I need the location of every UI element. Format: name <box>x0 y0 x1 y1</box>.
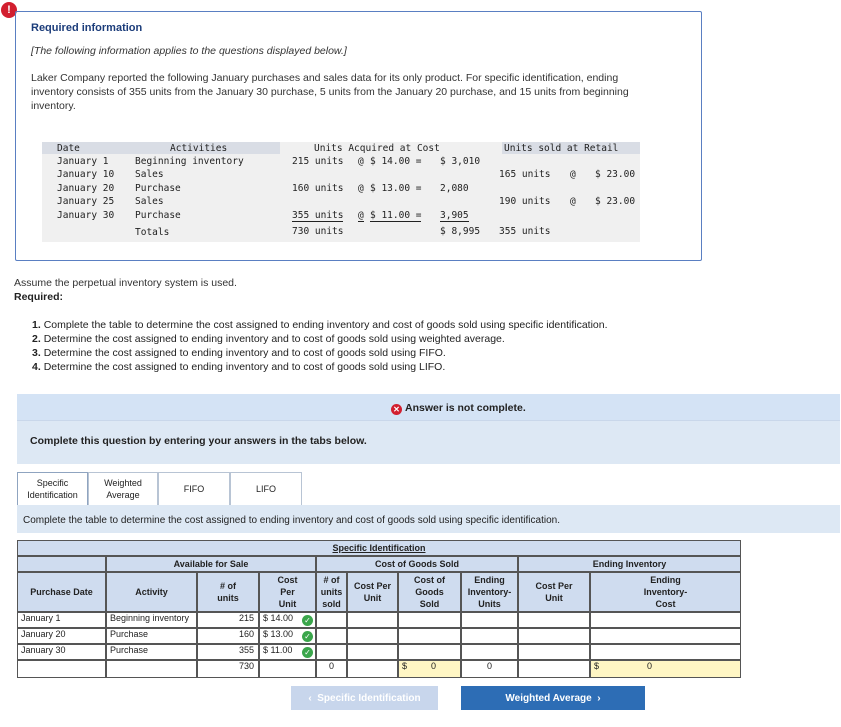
step-item <box>32 318 608 332</box>
header-text: Cost Per <box>535 581 573 591</box>
ledger-head-date: Date <box>57 143 80 154</box>
header-text: Inventory- <box>643 587 688 597</box>
ledger-totals-units: 730 units <box>292 226 344 237</box>
header-text: Per <box>280 587 295 597</box>
totals-ending-cost <box>590 660 741 678</box>
input-cogs[interactable] <box>398 644 461 660</box>
input-ending-cost[interactable] <box>590 612 741 628</box>
ledger-head-activities: Activities <box>170 143 228 154</box>
header-text: Unit <box>545 593 563 603</box>
tab-label: Specific <box>36 478 69 488</box>
ledger-totals-sold: 355 units <box>499 226 551 237</box>
tab-content-header <box>17 505 840 533</box>
totals-ending-cost-text: 0 <box>647 661 653 671</box>
input-units-sold[interactable] <box>316 628 347 644</box>
prev-tab-button[interactable] <box>291 686 438 710</box>
answer-status <box>391 402 526 415</box>
header-text: Ending <box>650 575 681 585</box>
tab-weighted-average[interactable] <box>88 472 158 505</box>
totals-blank <box>17 660 106 678</box>
step-number: 4. <box>32 361 41 373</box>
ledger-date: January 25 <box>57 196 115 208</box>
header-text: Inventory- <box>467 587 512 597</box>
group-ending <box>518 556 741 572</box>
ledger-date: January 30 <box>57 209 115 221</box>
header-text: Cost of Goods Sold <box>375 559 459 569</box>
row-date-text: January 1 <box>21 613 61 623</box>
info-paragraph: Laker Company reported the following January purchases and sales data for its only product. For specific identification, ending inventory consists of 355 units from the January 30 purchase, 5 units from the January 20 purchase, and 15 units from beginning inventory. <box>31 72 629 112</box>
tab-label: Weighted <box>104 478 142 488</box>
col-purchase-date <box>17 572 106 612</box>
col-cogs-cost-per-unit <box>347 572 398 612</box>
row-cost-text: $ 14.00 <box>263 613 294 623</box>
input-ending-cost-per-unit[interactable] <box>518 644 590 660</box>
ledger-at: @ <box>358 209 364 221</box>
tab-specific-identification[interactable] <box>17 472 88 505</box>
col-units <box>197 572 259 612</box>
step-text: Complete the table to determine the cost assigned to ending inventory and cost of goods sold using specific identification. <box>43 319 608 331</box>
assumption-text: Assume the perpetual inventory system is used. <box>14 277 237 289</box>
ledger-sold-price: $ 23.00 <box>595 169 636 181</box>
row-cost-text: $ 13.00 <box>263 629 294 639</box>
row-activity <box>106 644 197 660</box>
required-label: Required: <box>14 291 64 303</box>
col-ending-cost <box>590 572 741 612</box>
step-number: 3. <box>32 347 41 359</box>
ledger-at: @ <box>358 156 364 167</box>
input-ending-units[interactable] <box>461 628 518 644</box>
step-number: 1. <box>32 319 41 331</box>
header-text: Cost of <box>414 575 445 585</box>
header-text: Cost Per <box>353 581 391 591</box>
ledger-activity: Sales <box>135 196 164 208</box>
tab-fifo[interactable] <box>158 472 230 505</box>
header-text: units <box>320 587 343 597</box>
tab-label: FIFO <box>183 484 205 494</box>
next-tab-label: Weighted Average <box>505 692 592 704</box>
answer-status-strip <box>17 394 840 421</box>
header-text: Unit <box>363 593 382 603</box>
ledger-acq-cost: $ 14.00 = <box>370 156 422 167</box>
grid-title-text: Specific Identification <box>332 543 426 553</box>
alert-icon: ! <box>1 2 17 18</box>
ledger-acq-units: 215 units <box>292 156 344 167</box>
ledger-activity: Beginning inventory <box>135 156 244 167</box>
row-units-text: 215 <box>238 613 254 623</box>
ledger-head-acquired: Units Acquired at Cost <box>314 143 440 154</box>
header-text: Purchase Date <box>30 587 93 597</box>
input-ending-cost-per-unit[interactable] <box>518 612 590 628</box>
tab-label: Average <box>106 490 140 500</box>
header-text: Available for Sale <box>173 559 249 569</box>
dollar-sign: $ <box>594 661 600 671</box>
ledger-acq-cost: $ 13.00 = <box>370 182 422 194</box>
ledger-activity: Sales <box>135 169 164 181</box>
dollar-sign: $ <box>402 661 408 671</box>
chevron-left-icon: ‹ <box>308 692 318 704</box>
totals-units <box>197 660 259 678</box>
totals-blank <box>106 660 197 678</box>
group-cogs <box>316 556 518 572</box>
input-ending-cost-per-unit[interactable] <box>518 628 590 644</box>
header-text: # of <box>219 581 236 591</box>
row-units-text: 160 <box>238 629 254 639</box>
header-text: Units <box>478 599 501 609</box>
ledger-head-sold: Units sold at Retail <box>504 143 619 154</box>
specific-identification-grid <box>17 540 741 678</box>
header-text: Goods <box>415 587 444 597</box>
error-x-icon: ✕ <box>391 404 402 415</box>
row-activity <box>106 628 197 644</box>
ledger-acq-total: 3,905 <box>440 209 469 221</box>
header-text: Sold <box>419 599 440 609</box>
check-icon: ✓ <box>302 647 313 658</box>
ledger-date: January 20 <box>57 182 115 194</box>
step-text: Determine the cost assigned to ending inventory and to cost of goods sold using LIFO. <box>43 361 446 373</box>
totals-sold <box>316 660 347 678</box>
row-cost-text: $ 11.00 <box>263 645 293 655</box>
input-ending-cost[interactable] <box>590 628 741 644</box>
ledger-at: @ <box>358 182 364 194</box>
totals-ending-units <box>461 660 518 678</box>
input-ending-cost[interactable] <box>590 644 741 660</box>
header-text: Cost <box>655 599 676 609</box>
row-cost-per-unit <box>259 612 316 628</box>
answer-panel <box>17 394 840 464</box>
row-cost-per-unit <box>259 644 316 660</box>
ledger-table <box>42 142 640 242</box>
input-ending-units[interactable] <box>461 644 518 660</box>
row-date-text: January 20 <box>21 629 66 639</box>
row-activity-text: Beginning inventory <box>110 613 190 623</box>
ledger-date: January 1 <box>57 156 109 167</box>
header-text: Cost <box>277 575 298 585</box>
totals-units-text: 730 <box>238 661 254 671</box>
col-units-sold <box>316 572 347 612</box>
tab-label: Identification <box>27 490 78 500</box>
steps-list <box>32 318 608 374</box>
prev-tab-label: Specific Identification <box>317 692 421 704</box>
group-available <box>106 556 316 572</box>
ledger-date: January 10 <box>57 169 115 181</box>
header-text: # of <box>323 575 340 585</box>
info-subtitle: [The following information applies to the questions displayed below.] <box>31 45 347 57</box>
header-text: units <box>217 593 239 603</box>
row-date-text: January 30 <box>21 645 66 655</box>
row-units <box>197 612 259 628</box>
ledger-totals-cost: $ 8,995 <box>440 226 481 237</box>
complete-instruction: Complete this question by entering your answers in the tabs below. <box>30 435 367 447</box>
input-cogs-cost-per-unit[interactable] <box>347 644 398 660</box>
ledger-activity: Purchase <box>135 209 181 221</box>
row-cost-per-unit <box>259 628 316 644</box>
answer-status-text: Answer is not complete. <box>405 402 526 414</box>
col-activity <box>106 572 197 612</box>
totals-ending-units-text: 0 <box>486 661 492 671</box>
input-ending-units[interactable] <box>461 612 518 628</box>
row-units <box>197 628 259 644</box>
row-activity-text: Purchase <box>110 645 149 655</box>
header-text: Unit <box>278 599 297 609</box>
ledger-acq-total: $ 3,010 <box>440 156 481 167</box>
next-tab-button[interactable] <box>461 686 645 710</box>
col-cost-per-unit <box>259 572 316 612</box>
ledger-sold-units: 190 units <box>499 196 551 208</box>
row-activity <box>106 612 197 628</box>
input-cogs-cost-per-unit[interactable] <box>347 628 398 644</box>
ledger-sold-at: @ <box>570 169 576 181</box>
row-date <box>17 612 106 628</box>
ledger-acq-total: 2,080 <box>440 182 469 194</box>
col-ending-units <box>461 572 518 612</box>
header-text: sold <box>322 599 341 609</box>
ledger-sold-price: $ 23.00 <box>595 196 636 208</box>
ledger-sold-at: @ <box>570 196 576 208</box>
grid-title <box>17 540 741 556</box>
ledger-acq-cost: $ 11.00 = <box>370 209 422 221</box>
check-icon: ✓ <box>302 615 313 626</box>
totals-cogs <box>398 660 461 678</box>
input-cogs-cost-per-unit[interactable] <box>347 612 398 628</box>
header-text: Ending <box>474 575 505 585</box>
step-number: 2. <box>32 333 41 345</box>
step-text: Determine the cost assigned to ending inventory and to cost of goods sold using weighted average. <box>43 333 505 345</box>
input-cogs[interactable] <box>398 628 461 644</box>
header-text: Ending Inventory <box>592 559 667 569</box>
ledger-totals-label: Totals <box>135 227 170 238</box>
totals-blank <box>518 660 590 678</box>
col-ending-cost-per-unit <box>518 572 590 612</box>
step-item <box>32 346 608 360</box>
totals-cogs-text: 0 <box>431 661 437 671</box>
totals-blank <box>347 660 398 678</box>
row-activity-text: Purchase <box>110 629 149 639</box>
blank-header <box>17 556 106 572</box>
step-item <box>32 332 608 346</box>
chevron-right-icon: › <box>591 692 601 704</box>
row-units-text: 355 <box>238 645 254 655</box>
input-cogs[interactable] <box>398 612 461 628</box>
row-date <box>17 628 106 644</box>
tab-lifo[interactable] <box>230 472 302 505</box>
tab-label: LIFO <box>255 484 276 494</box>
step-item <box>32 360 608 374</box>
ledger-acq-units: 160 units <box>292 182 344 194</box>
input-units-sold[interactable] <box>316 644 347 660</box>
ledger-acq-units: 355 units <box>292 209 344 221</box>
check-icon: ✓ <box>302 631 313 642</box>
ledger-sold-units: 165 units <box>499 169 551 181</box>
row-units <box>197 644 259 660</box>
step-text: Determine the cost assigned to ending inventory and to cost of goods sold using FIFO. <box>43 347 446 359</box>
col-cogs <box>398 572 461 612</box>
ledger-activity: Purchase <box>135 182 181 194</box>
row-date <box>17 644 106 660</box>
totals-blank <box>259 660 316 678</box>
required-info-title: Required information <box>31 22 143 34</box>
totals-sold-text: 0 <box>328 661 334 671</box>
input-units-sold[interactable] <box>316 612 347 628</box>
header-text: Activity <box>135 587 168 597</box>
tab-instruction: Complete the table to determine the cost assigned to ending inventory and cost of goods sold using specific identification. <box>23 515 560 526</box>
